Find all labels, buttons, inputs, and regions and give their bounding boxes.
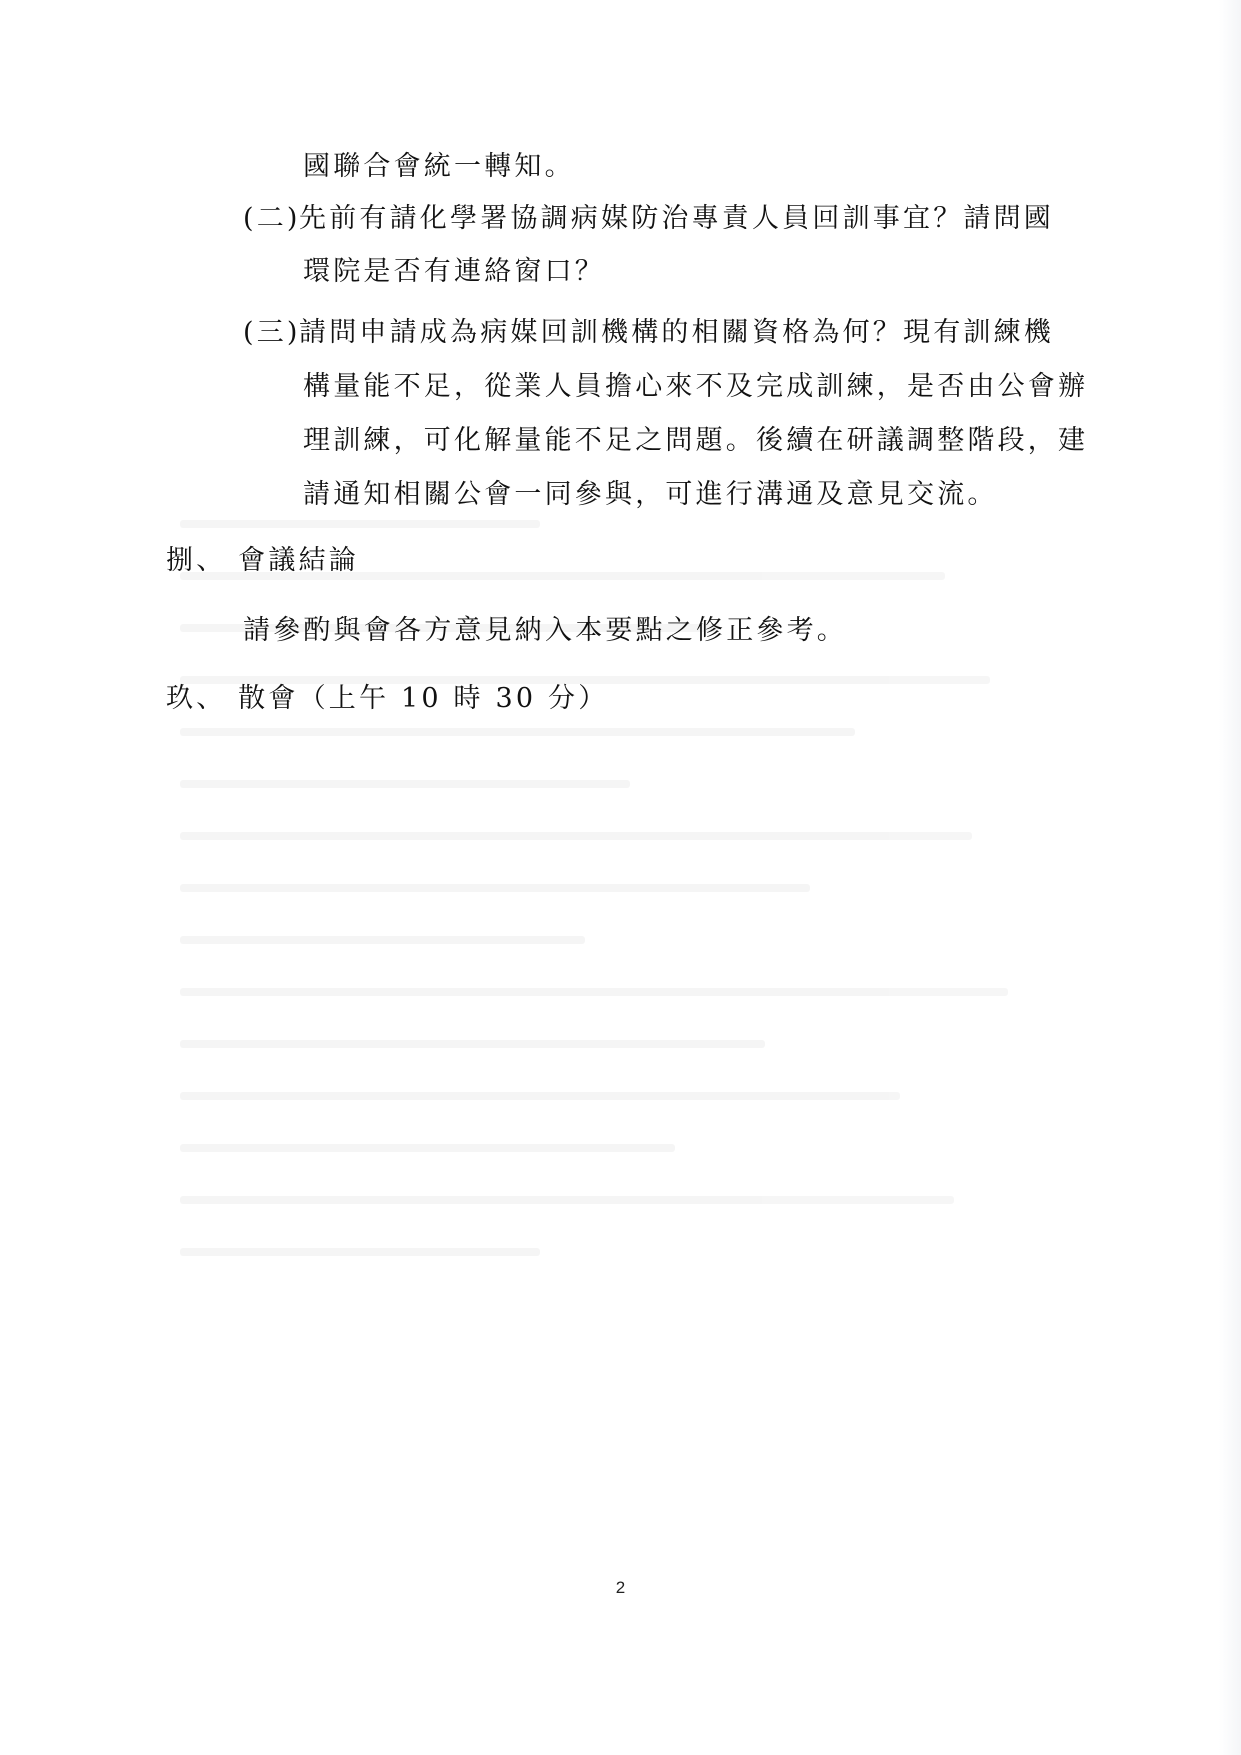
section8-heading: 捌、 會議結論 [166, 545, 359, 576]
item2-line1 [243, 202, 1054, 236]
item3-marker: (三) [243, 317, 301, 348]
item2-marker: (二) [243, 203, 301, 234]
item3-line4: 請通知相關公會一同參與，可進行溝通及意見交流。 [303, 479, 998, 510]
page-number: 2 [615, 1578, 626, 1597]
section8-body: 請參酌與會各方意見納入本要點之修正參考。 [243, 615, 847, 646]
item3-line1-text: 請問申請成為病媒回訓機構的相關資格為何？現有訓練機 [299, 317, 1054, 348]
bleed-through-texture [180, 520, 1080, 1420]
item1-tail-text: 國聯合會統一轉知。 [303, 151, 575, 182]
item2-line1-text: 先前有請化學署協調病媒防治專責人員回訓事宜？請問國 [299, 203, 1054, 234]
item2-line2: 環院是否有連絡窗口？ [303, 256, 605, 287]
scan-edge-shadow [1219, 0, 1241, 1755]
section9-heading: 玖、 散會（上午 10 時 30 分） [166, 683, 609, 714]
item3-line3: 理訓練，可化解量能不足之問題。後續在研議調整階段，建 [303, 425, 1089, 456]
item3-line2: 構量能不足，從業人員擔心來不及完成訓練，是否由公會辦 [303, 371, 1089, 402]
item3-line1 [243, 316, 1054, 350]
